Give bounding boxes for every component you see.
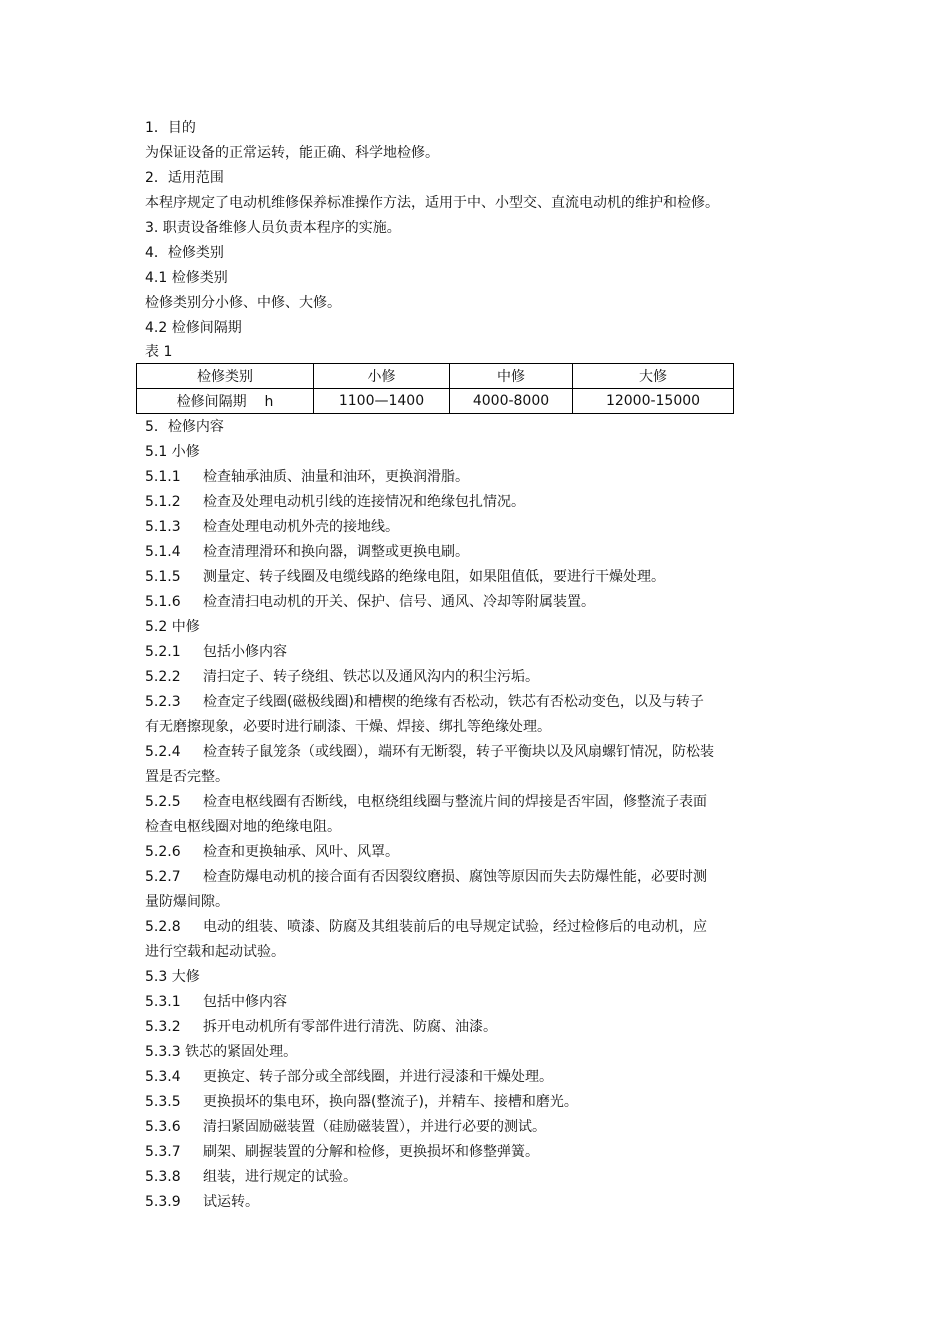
item-text-continued: 检查电枢线圈对地的绝缘电阻。 bbox=[145, 819, 341, 835]
section-5-1-title: 5.1 小修 bbox=[145, 444, 200, 460]
list-item bbox=[145, 465, 815, 490]
list-item bbox=[145, 515, 815, 540]
item-text: 检查防爆电动机的接合面有否因裂纹磨损、腐蚀等原因而失去防爆性能，必要时测 bbox=[203, 869, 707, 885]
item-text: 清扫紧固励磁装置（硅励磁装置），并进行必要的测试。 bbox=[203, 1119, 546, 1135]
list-item bbox=[145, 640, 815, 665]
minor-repair-list bbox=[145, 465, 815, 615]
item-number: 5.2.6 bbox=[145, 844, 181, 860]
list-item bbox=[145, 990, 815, 1015]
table-header-row bbox=[137, 364, 734, 389]
item-text: 检查转子鼠笼条（或线圈），端环有无断裂，转子平衡块以及风扇螺钉情况，防松装 bbox=[203, 744, 714, 760]
item-text: 更换损坏的集电环，换向器(整流子)，并精车、接槽和磨光。 bbox=[203, 1094, 578, 1110]
table-cell: 4000-8000 bbox=[450, 389, 573, 414]
table-cell: 检修间隔期 h bbox=[137, 389, 314, 414]
section-2-text: 本程序规定了电动机维修保养标准操作方法，适用于中、小型交、直流电动机的维护和检修。 bbox=[145, 195, 719, 211]
item-text: 包括中修内容 bbox=[203, 994, 287, 1010]
section-1-text: 为保证设备的正常运转，能正确、科学地检修。 bbox=[145, 145, 439, 161]
table-header-cell: 小修 bbox=[314, 364, 450, 389]
item-text: 检查清扫电动机的开关、保护、信号、通风、冷却等附属装置。 bbox=[203, 594, 595, 610]
item-text: 测量定、转子线圈及电缆线路的绝缘电阻，如果阻值低，要进行干燥处理。 bbox=[203, 569, 665, 585]
item-number: 5.1.5 bbox=[145, 569, 181, 585]
section-4-1-title: 4.1 检修类别 bbox=[145, 270, 228, 286]
item-text: 清扫定子、转子绕组、铁芯以及通风沟内的积尘污垢。 bbox=[203, 669, 539, 685]
item-text: 检查定子线圈(磁极线圈)和槽楔的绝缘有否松动，铁芯有否松动变色，以及与转子 bbox=[203, 694, 704, 710]
item-number: 5.3.8 bbox=[145, 1169, 181, 1185]
item-number: 5.2.1 bbox=[145, 644, 181, 660]
item-text: 检查处理电动机外壳的接地线。 bbox=[203, 519, 399, 535]
table-header-cell: 中修 bbox=[450, 364, 573, 389]
section-4-2-title: 4.2 检修间隔期 bbox=[145, 320, 242, 336]
item-text: 电动的组装、喷漆、防腐及其组装前后的电导规定试验，经过检修后的电动机，应 bbox=[203, 919, 707, 935]
section-4-title: 4．检修类别 bbox=[145, 245, 224, 261]
item-text: 拆开电动机所有零部件进行清洗、防腐、油漆。 bbox=[203, 1019, 497, 1035]
item-text-continued: 量防爆间隙。 bbox=[145, 894, 229, 910]
item-text: 检查电枢线圈有否断线，电枢绕组线圈与整流片间的焊接是否牢固，修整流子表面 bbox=[203, 794, 707, 810]
item-text: 检查轴承油质、油量和油环，更换润滑脂。 bbox=[203, 469, 469, 485]
item-number: 5.3.1 bbox=[145, 994, 181, 1010]
list-item bbox=[145, 740, 815, 765]
major-repair-list bbox=[145, 990, 815, 1215]
item-number: 5.2.5 bbox=[145, 794, 181, 810]
list-item bbox=[145, 1065, 815, 1090]
section-2-title: 2．适用范围 bbox=[145, 170, 224, 186]
medium-repair-list bbox=[145, 640, 815, 965]
interval-table bbox=[136, 363, 734, 414]
item-text-continued: 置是否完整。 bbox=[145, 769, 229, 785]
list-item bbox=[145, 1040, 815, 1065]
table-header-cell: 大修 bbox=[573, 364, 734, 389]
list-item bbox=[145, 540, 815, 565]
item-text: 检查清理滑环和换向器，调整或更换电刷。 bbox=[203, 544, 469, 560]
list-item bbox=[145, 840, 815, 865]
list-item bbox=[145, 1140, 815, 1165]
item-number: 5.1.4 bbox=[145, 544, 181, 560]
table-header-cell: 检修类别 bbox=[137, 364, 314, 389]
section-5-title: 5．检修内容 bbox=[145, 419, 224, 435]
list-item bbox=[145, 1115, 815, 1140]
item-number: 5.2.4 bbox=[145, 744, 181, 760]
item-text: 更换定、转子部分或全部线圈，并进行浸漆和干燥处理。 bbox=[203, 1069, 553, 1085]
item-number: 5.2.2 bbox=[145, 669, 181, 685]
item-text: 检查和更换轴承、风叶、风罩。 bbox=[203, 844, 399, 860]
item-number: 5.3.2 bbox=[145, 1019, 181, 1035]
list-item bbox=[145, 1165, 815, 1190]
list-item bbox=[145, 1015, 815, 1040]
item-number: 5.1.2 bbox=[145, 494, 181, 510]
table-cell: 12000-15000 bbox=[573, 389, 734, 414]
table-row bbox=[137, 389, 734, 414]
list-item bbox=[145, 565, 815, 590]
item-text: 检查及处理电动机引线的连接情况和绝缘包扎情况。 bbox=[203, 494, 525, 510]
item-text-continued: 有无磨擦现象，必要时进行刷漆、干燥、焊接、绑扎等绝缘处理。 bbox=[145, 719, 551, 735]
item-number: 5.1.6 bbox=[145, 594, 181, 610]
section-1-title: 1．目的 bbox=[145, 120, 196, 136]
item-text: 试运转。 bbox=[203, 1194, 259, 1210]
item-number: 5.1.1 bbox=[145, 469, 181, 485]
section-5-2-title: 5.2 中修 bbox=[145, 619, 200, 635]
item-number: 5.1.3 bbox=[145, 519, 181, 535]
item-text: 组装，进行规定的试验。 bbox=[203, 1169, 357, 1185]
table-cell: 1100—1400 bbox=[314, 389, 450, 414]
list-item bbox=[145, 590, 815, 615]
item-number: 5.3.7 bbox=[145, 1144, 181, 1160]
list-item bbox=[145, 1190, 815, 1215]
document-body bbox=[145, 116, 815, 1215]
list-item bbox=[145, 865, 815, 890]
item-number: 5.3.9 bbox=[145, 1194, 181, 1210]
item-text: 包括小修内容 bbox=[203, 644, 287, 660]
item-text: 刷架、刷握装置的分解和检修，更换损坏和修整弹簧。 bbox=[203, 1144, 539, 1160]
item-number: 5.2.8 bbox=[145, 919, 181, 935]
item-text-continued: 进行空载和起动试验。 bbox=[145, 944, 285, 960]
item-number: 5.3.4 bbox=[145, 1069, 181, 1085]
item-number: 5.3.6 bbox=[145, 1119, 181, 1135]
list-item bbox=[145, 790, 815, 815]
list-item bbox=[145, 915, 815, 940]
list-item bbox=[145, 690, 815, 715]
section-3-text: 3. 职责设备维修人员负责本程序的实施。 bbox=[145, 220, 401, 236]
section-5-3-title: 5.3 大修 bbox=[145, 969, 200, 985]
list-item bbox=[145, 665, 815, 690]
item-number: 5.3.5 bbox=[145, 1094, 181, 1110]
item-number: 5.2.7 bbox=[145, 869, 181, 885]
table-caption: 表 1 bbox=[145, 344, 173, 360]
list-item bbox=[145, 1090, 815, 1115]
list-item bbox=[145, 490, 815, 515]
item-number: 5.2.3 bbox=[145, 694, 181, 710]
item-text: 5.3.3 铁芯的紧固处理。 bbox=[145, 1044, 298, 1060]
section-4-1-text: 检修类别分小修、中修、大修。 bbox=[145, 295, 341, 311]
